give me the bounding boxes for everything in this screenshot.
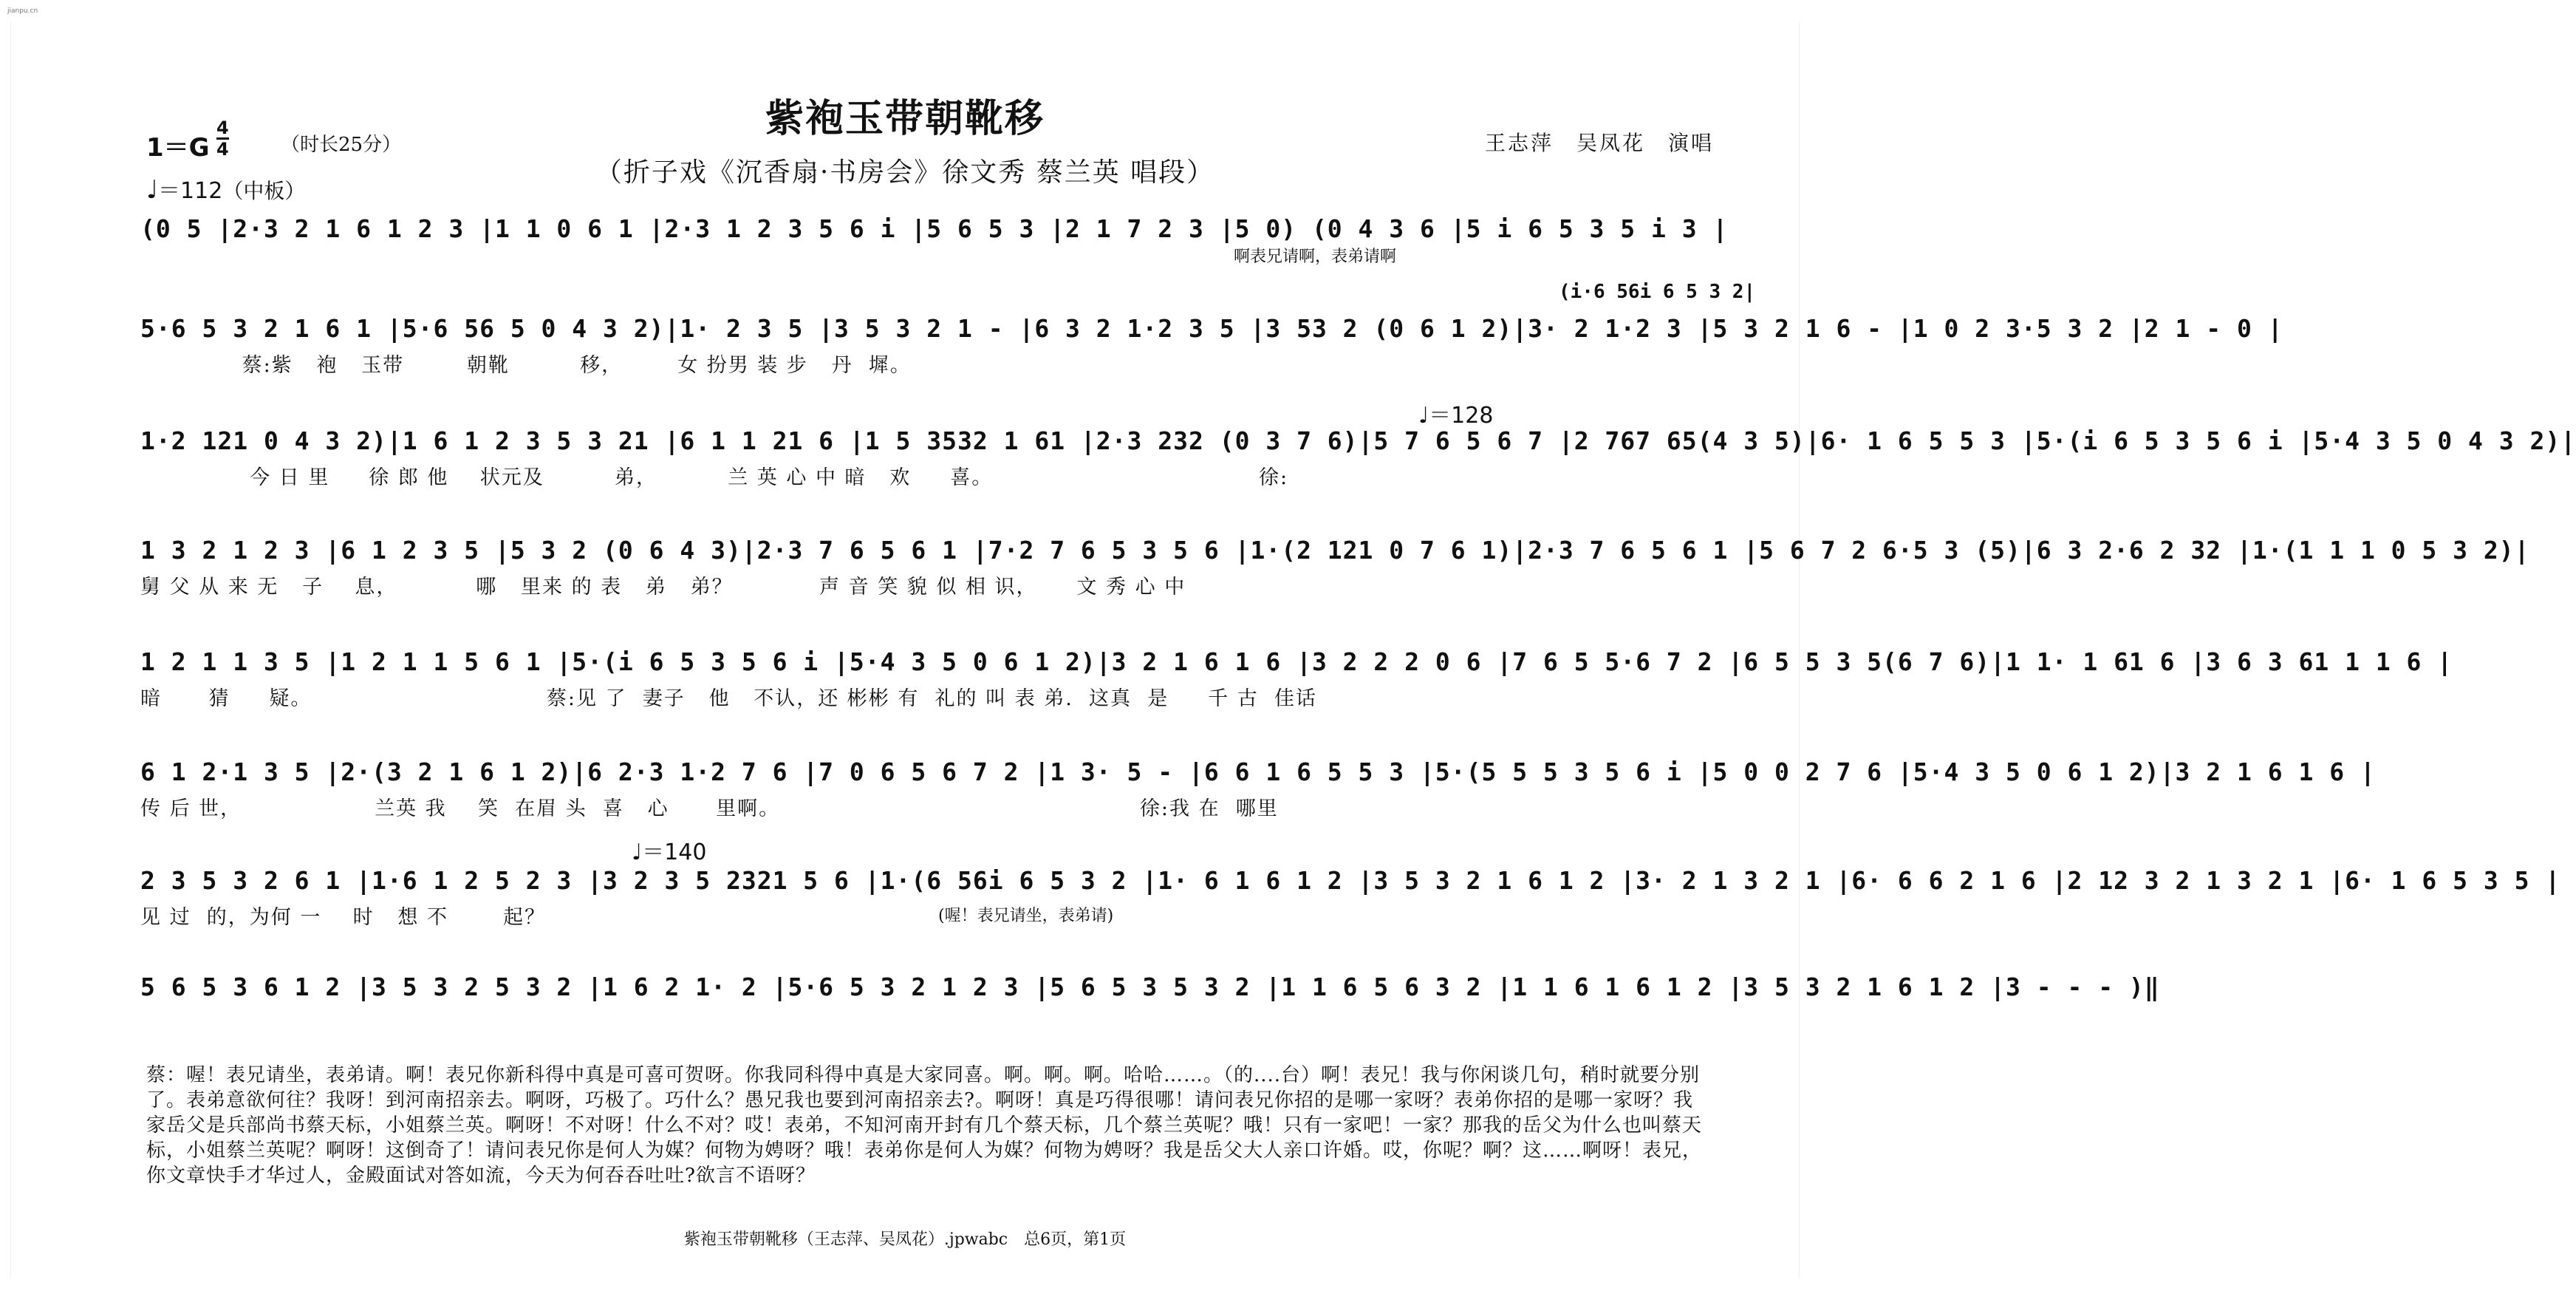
tempo-change-value: ＝140 (642, 839, 707, 865)
key-signature: 1＝G (146, 133, 210, 163)
left-margin-strip (0, 22, 11, 1278)
tempo-change-value: ＝128 (1429, 403, 1494, 429)
duration-label: （时长25分） (281, 134, 402, 156)
notation-line: 1 2 1 1 3 5 |1 2 1 1 5 6 1 |5·(i 6 5 3 5 6 i |5·4 3 5 0 6 1 2)|3 2 1 6 1 6 |3 2 2 2 0 6 |7 6 5 5·6 7 2 |6 5 5 3 5(6 7 6)|1 1· 1 61 6 |3 6 3 61 1 1 6 | (140, 647, 2453, 676)
annotation: (喔！表兄请坐，表弟请) (938, 907, 1114, 925)
score-system-5 (140, 647, 2453, 711)
time-signature-bottom: 4 (216, 139, 229, 160)
page-footer: 紫袍玉带朝靴移（王志萍、吴凤花）.jpwabc 总6页，第1页 (683, 1230, 1127, 1249)
performers: 王志萍 吴凤花 演唱 (1484, 131, 1714, 155)
score-system-6 (140, 757, 2376, 821)
dialogue-text: 蔡：喔！表兄请坐，表弟请。啊！表兄你新科得中真是可喜可贺呀。你我同科得中真是大家同喜。啊。啊。啊。哈哈……。（的....台）啊！表兄！我与你闲谈几句，稍时就要分别了。表弟意欲何往？我呀！到河南招亲去。啊呀，巧极了。巧什么？愚兄我也要到河南招亲去?。啊呀！真是巧得很哪！请问表兄你招的是哪一家呀？表弟你招的是哪一家呀？我家岳父是兵部尚书蔡天标，小姐蔡兰英。啊呀！不对呀！什么不对？哎！表弟，不知河南开封有几个蔡天标，几个蔡兰英呢？哦！只有一家吧！一家？那我的岳父为什么也叫蔡天标，小姐蔡兰英呢？啊呀！这倒奇了！请问表兄你是何人为媒？何物为娉呀？哦！表弟你是何人为媒？何物为娉呀？我是岳父大人亲口许婚。哎，你呢？啊？这……啊呀！表兄，你文章快手才华过人，金殿面试对答如流，今天为何吞吞吐吐?欲言不语呀？ (146, 1064, 1703, 1187)
quarter-note-icon: ♩ (632, 839, 643, 865)
lyrics-line: 暗 猜 疑。 蔡:见 了 妻子 他 不认，还 彬彬 有 礼的 叫 表 弟. 这真 是 千 古 佳话 (140, 687, 1317, 710)
lyrics-line: 舅 父 从 来 无 子 息， 哪 里来 的 表 弟 弟？ 声 音 笑 貌 似 相 识， 文 秀 心 中 (140, 576, 1186, 599)
notation-line: 2 3 5 3 2 6 1 |1·6 1 2 5 2 3 |3 2 3 5 2321 5 6 |1·(6 56i 6 5 3 2 |1· 6 1 6 1 2 |3 5 3 2 1 6 1 2 |3· 2 1 3 2 1 |6· 6 6 2 1 6 |2 12 3 2 1 3 2 1 |6· 1 6 5 3 5 | (140, 866, 2561, 895)
notation-line: 5 6 5 3 6 1 2 |3 5 3 2 5 3 2 |1 6 2 1· 2 |5·6 5 3 2 1 2 3 |5 6 5 3 5 3 2 |1 1 6 5 6 3 2 |1 1 6 1 6 1 2 |3 5 3 2 1 6 1 2 |3 - - - )‖ (140, 972, 2160, 1001)
score-system-3 (140, 403, 2576, 490)
notation-line: 1 3 2 1 2 3 |6 1 2 3 5 |5 3 2 (0 6 4 3)|2·3 7 6 5 6 1 |7·2 7 6 5 3 5 6 |1·(2 121 0 7 6 1)|2·3 7 6 5 6 1 |5 6 7 2 6·5 3 (5)|6 3 2·6 2 32 |1·(1 1 1 0 5 3 2)| (140, 536, 2530, 565)
score-system-7 (140, 839, 2561, 930)
quarter-note-icon: ♩ (146, 175, 159, 205)
tempo-marking (146, 172, 305, 205)
page-subtitle: （折子戏《沉香扇·书房会》徐文秀 蔡兰英 唱段） (595, 157, 1215, 188)
time-signature (216, 118, 229, 159)
lyrics-line: 蔡:紫 袍 玉带 朝靴 移， 女 扮男 装 步 丹 墀。 (140, 354, 912, 377)
notation-line: 1·2 121 0 4 3 2)|1 6 1 2 3 5 3 21 |6 1 1 21 6 |1 5 3532 1 61 |2·3 232 (0 3 7 6)|5 7 6 5 6 7 |2 767 65(4 3 5)|6· 1 6 5 5 3 |5·(i 6 5 3 5 6 i |5·4 3 5 0 4 3 2)| (140, 426, 2576, 455)
score-system-2 (140, 281, 2283, 378)
annotation: (i·6 56i 6 5 3 2| (1559, 281, 1756, 303)
corner-mark: jianpu.cn (7, 7, 38, 15)
lyrics-line: 今 日 里 徐 郎 他 状元及 弟， 兰 英 心 中 暗 欢 喜。 徐: (140, 466, 1289, 489)
time-signature-top: 4 (216, 117, 229, 138)
tempo-value: ＝112 (158, 178, 223, 204)
notation-line: 6 1 2·1 3 5 |2·(3 2 1 6 1 2)|6 2·3 1·2 7 6 |7 0 6 5 6 7 2 |1 3· 5 - |6 6 1 6 5 5 3 |5·(5 5 5 3 5 6 i |5 0 0 2 7 6 |5·4 3 5 0 6 1 2)|3 2 1 6 1 6 | (140, 757, 2376, 786)
tempo-change (632, 834, 706, 866)
notation-line: 5·6 5 3 2 1 6 1 |5·6 56 5 0 4 3 2)|1· 2 3 5 |3 5 3 2 1 - |6 3 2 1·2 3 5 |3 53 2 (0 6 1 2)|3· 2 1·2 3 |5 3 2 1 6 - |1 0 2 3·5 3 2 |2 1 - 0 | (140, 314, 2283, 343)
page-title: 紫袍玉带朝靴移 (765, 96, 1045, 141)
score-system-1 (140, 214, 1736, 266)
lyrics-line: 见 过 的，为何 一 时 想 不 起？ (140, 906, 547, 929)
score-system-8 (140, 972, 2160, 1001)
lyrics-line: 传 后 世， 兰英 我 笑 在眉 头 喜 心 里啊。 徐:我 在 哪里 (140, 797, 1279, 820)
annotation: 啊表兄请啊，表弟请啊 (1234, 248, 1397, 266)
score-system-4 (140, 536, 2530, 599)
quarter-note-icon: ♩ (1418, 403, 1429, 429)
tempo-note: （中板） (222, 179, 306, 203)
tempo-change (1418, 397, 1493, 429)
notation-line: (0 5 |2·3 2 1 6 1 2 3 |1 1 0 6 1 |2·3 1 2 3 5 6 i |5 6 5 3 |2 1 7 2 3 |5 0) (0 4 3 6 |5 i 6 5 3 5 i 3 | (140, 214, 1729, 243)
